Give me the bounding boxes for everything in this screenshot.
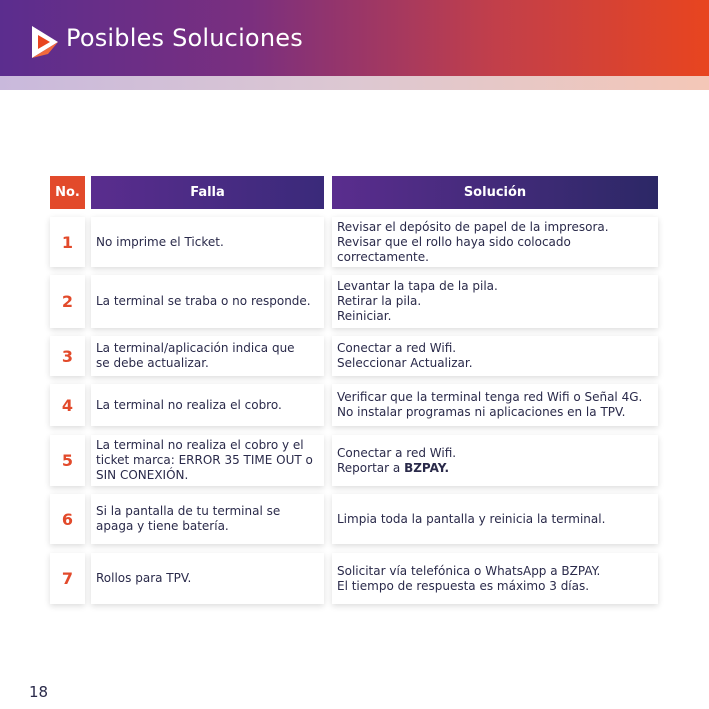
solucion-cell <box>332 435 658 486</box>
solucion-text: Limpia toda la pantalla y reinicia la terminal. <box>337 511 606 526</box>
brand-name: BZPAY. <box>404 460 450 475</box>
row-number: 7 <box>50 553 85 604</box>
falla-cell <box>91 494 324 544</box>
solucion-cell <box>332 217 658 267</box>
row-number: 4 <box>50 384 85 426</box>
falla-cell <box>91 435 324 486</box>
falla-cell <box>91 275 324 328</box>
row-number: 3 <box>50 336 85 376</box>
row-number: 2 <box>50 275 85 328</box>
solucion-text: Verificar que la terminal tenga red Wifi o Señal 4G. No instalar programas ni aplicaciones en la TPV. <box>337 390 643 419</box>
solucion-text: Levantar la tapa de la pila. Retirar la pila. Reiniciar. <box>337 279 498 323</box>
falla-text: La terminal/aplicación indica que se debe actualizar. <box>96 341 295 370</box>
column-header-solucion: Solución <box>332 176 658 209</box>
solucion-cell <box>332 384 658 426</box>
falla-text: La terminal no realiza el cobro. <box>96 397 282 412</box>
falla-text: La terminal se traba o no responde. <box>96 294 311 308</box>
page-title: Posibles Soluciones <box>66 24 303 52</box>
column-header-no: No. <box>50 176 85 209</box>
row-number: 5 <box>50 435 85 486</box>
solucion-text: Revisar el depósito de papel de la impresora. Revisar que el rollo haya sido colocado correctamente. <box>337 219 609 264</box>
header-strip <box>0 76 709 90</box>
solucion-cell <box>332 553 658 604</box>
falla-cell <box>91 384 324 426</box>
falla-text: No imprime el Ticket. <box>96 234 224 249</box>
solucion-cell <box>332 494 658 544</box>
row-number: 1 <box>50 217 85 267</box>
solucion-prefix: Reportar a <box>337 460 405 475</box>
falla-cell <box>91 336 324 376</box>
solucion-text: Conectar a red Wifi. <box>337 445 457 460</box>
solucion-cell <box>332 275 658 328</box>
falla-text: La terminal no realiza el cobro y el ticket marca: ERROR 35 TIME OUT o SIN CONEXIÓN. <box>96 438 313 482</box>
falla-cell <box>91 217 324 267</box>
solucion-text: Conectar a red Wifi. Seleccionar Actualizar. <box>337 341 473 370</box>
column-header-falla: Falla <box>91 176 324 209</box>
play-logo-icon <box>30 24 60 60</box>
solucion-text: Solicitar vía telefónica o WhatsApp a BZPAY. El tiempo de respuesta es máximo 3 días. <box>337 563 601 593</box>
row-number: 6 <box>50 494 85 544</box>
page-number: 18 <box>29 683 49 701</box>
solucion-cell <box>332 336 658 376</box>
falla-text: Rollos para TPV. <box>96 571 192 585</box>
falla-text: Si la pantalla de tu terminal se apaga y tiene batería. <box>96 504 281 533</box>
falla-cell <box>91 553 324 604</box>
